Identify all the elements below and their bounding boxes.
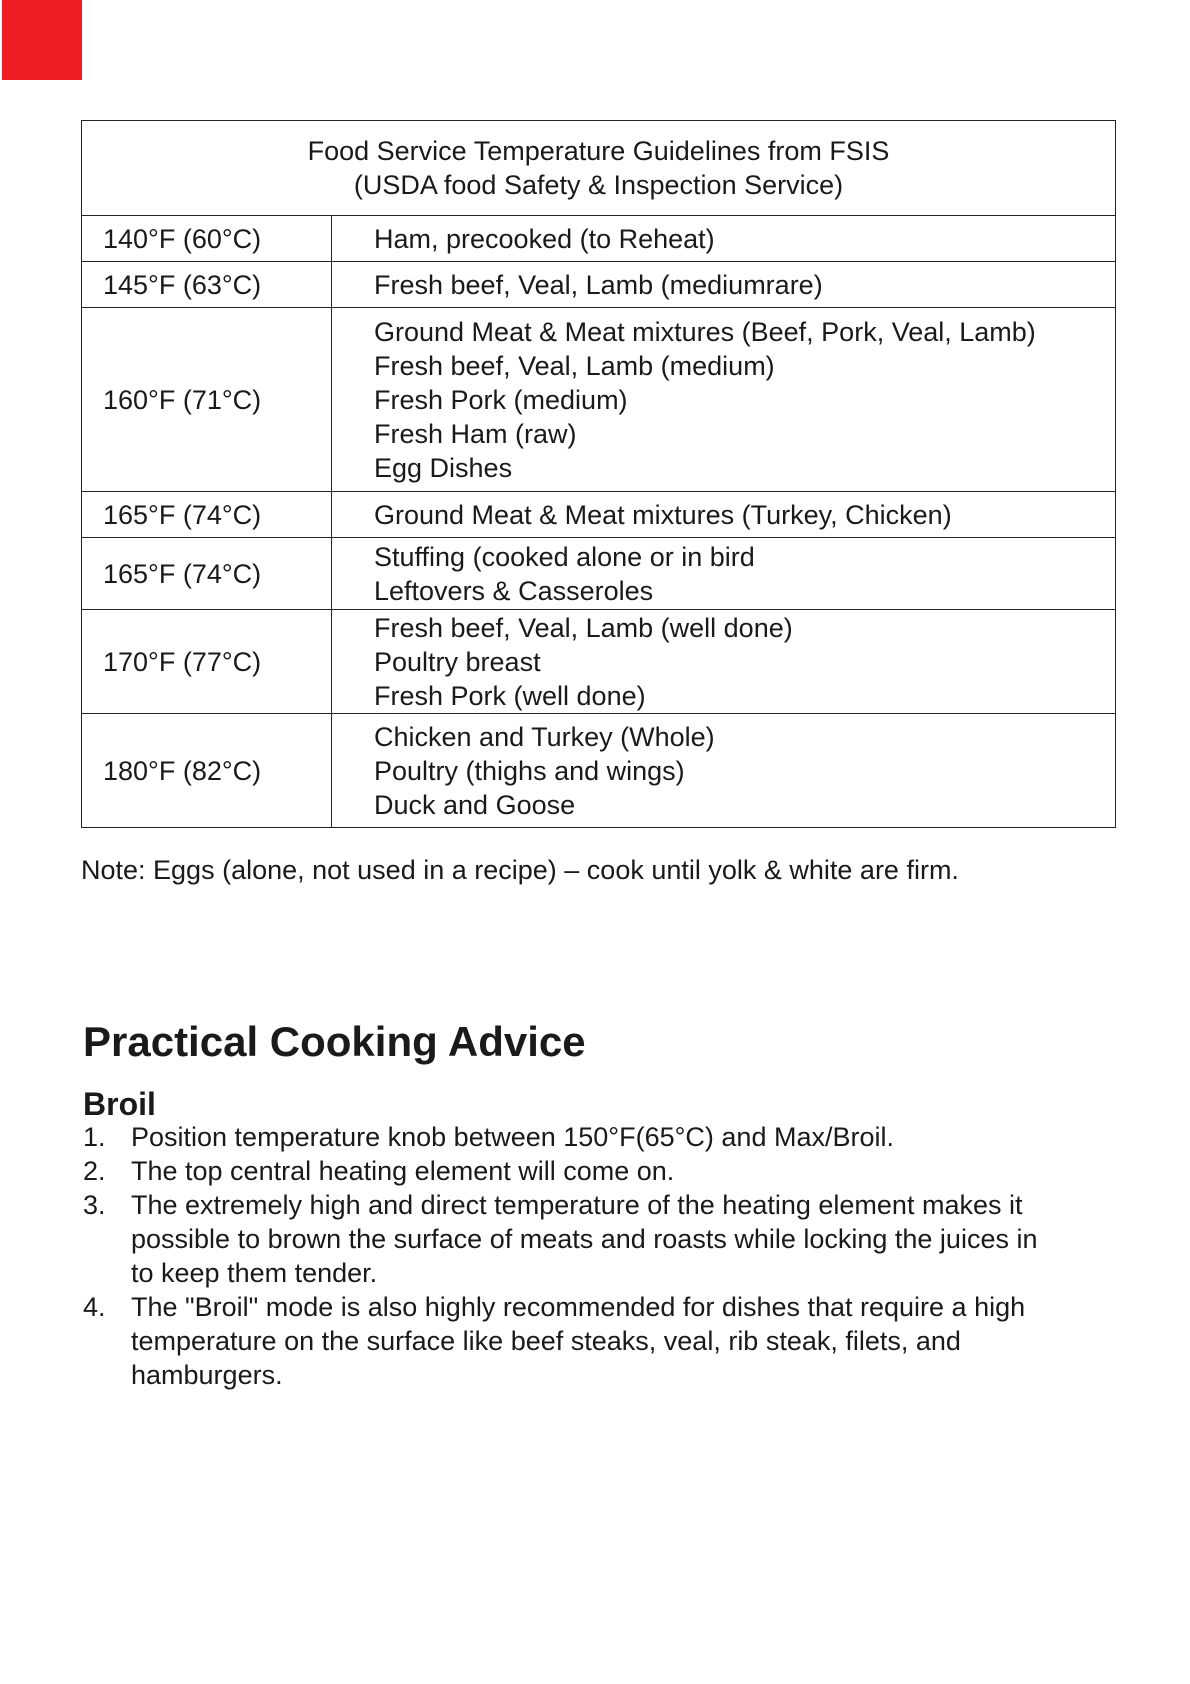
table-heading xyxy=(82,121,1116,216)
step-number: 1. xyxy=(83,1122,106,1152)
list-item xyxy=(83,1120,1123,1154)
table-heading-line: Food Service Temperature Guidelines from FSIS xyxy=(307,136,890,166)
food-item: Fresh Pork (well done) xyxy=(374,680,646,711)
step-line: The top central heating element will come on. xyxy=(131,1156,675,1186)
temperature-cell: 145°F (63°C) xyxy=(82,262,332,308)
step-line: to keep them tender. xyxy=(131,1258,378,1288)
temperature-cell: 165°F (74°C) xyxy=(82,492,332,538)
step-line: Position temperature knob between 150°F(65°C) and Max/Broil. xyxy=(131,1122,894,1152)
food-item: Chicken and Turkey (Whole) xyxy=(374,721,715,752)
list-item xyxy=(83,1188,1123,1290)
food-item: Ground Meat & Meat mixtures (Turkey, Chicken) xyxy=(374,499,952,530)
step-text xyxy=(131,1290,1123,1392)
temperature-cell: 165°F (74°C) xyxy=(82,538,332,610)
table-row xyxy=(82,308,1116,492)
list-item xyxy=(83,1290,1123,1392)
egg-note: Note: Eggs (alone, not used in a recipe) – cook until yolk & white are firm. xyxy=(81,855,959,885)
food-item: Poultry breast xyxy=(374,646,541,677)
table-heading-line: (USDA food Safety & Inspection Service) xyxy=(353,170,844,200)
broil-steps-list xyxy=(83,1120,1123,1392)
step-text xyxy=(131,1154,1123,1188)
table-header-row xyxy=(82,121,1116,216)
step-number: 4. xyxy=(83,1292,106,1322)
table-row xyxy=(82,492,1116,538)
temperature-cell: 140°F (60°C) xyxy=(82,216,332,262)
temperature-cell: 180°F (82°C) xyxy=(82,714,332,828)
step-line: temperature on the surface like beef steaks, veal, rib steak, filets, and xyxy=(131,1326,961,1356)
step-text xyxy=(131,1120,1123,1154)
section-title: Practical Cooking Advice xyxy=(83,1018,586,1065)
food-item: Poultry (thighs and wings) xyxy=(374,755,685,786)
broil-subtitle: Broil xyxy=(83,1086,156,1122)
foods-cell xyxy=(332,262,1116,308)
table-row xyxy=(82,610,1116,714)
food-item: Stuffing (cooked alone or in bird xyxy=(374,541,755,572)
food-item: Egg Dishes xyxy=(374,452,513,483)
temperature-guidelines-table xyxy=(81,120,1116,828)
foods-cell xyxy=(332,492,1116,538)
temperature-cell: 170°F (77°C) xyxy=(82,610,332,714)
temperature-cell: 160°F (71°C) xyxy=(82,308,332,492)
table-row xyxy=(82,714,1116,828)
table-row xyxy=(82,262,1116,308)
step-number: 3. xyxy=(83,1190,106,1220)
step-line: The "Broil" mode is also highly recommended for dishes that require a high xyxy=(131,1292,1026,1322)
table-row xyxy=(82,538,1116,610)
food-item: Ground Meat & Meat mixtures (Beef, Pork, Veal, Lamb) xyxy=(374,316,1036,347)
foods-cell xyxy=(332,216,1116,262)
food-item: Fresh Ham (raw) xyxy=(374,418,577,449)
step-line: possible to brown the surface of meats and roasts while locking the juices in xyxy=(131,1224,1038,1254)
foods-cell xyxy=(332,610,1116,714)
step-number: 2. xyxy=(83,1156,106,1186)
table-row xyxy=(82,216,1116,262)
foods-cell xyxy=(332,538,1116,610)
food-item: Fresh beef, Veal, Lamb (medium) xyxy=(374,350,775,381)
food-item: Fresh Pork (medium) xyxy=(374,384,628,415)
food-item: Fresh beef, Veal, Lamb (well done) xyxy=(374,612,793,643)
food-item: Ham, precooked (to Reheat) xyxy=(374,223,715,254)
step-line: hamburgers. xyxy=(131,1360,283,1390)
step-text xyxy=(131,1188,1123,1290)
food-item: Duck and Goose xyxy=(374,789,576,820)
food-item: Fresh beef, Veal, Lamb (mediumrare) xyxy=(374,269,823,300)
foods-cell xyxy=(332,308,1116,492)
foods-cell xyxy=(332,714,1116,828)
step-line: The extremely high and direct temperature of the heating element makes it xyxy=(131,1190,1023,1220)
food-item: Leftovers & Casseroles xyxy=(374,575,654,606)
list-item xyxy=(83,1154,1123,1188)
red-corner-tab xyxy=(2,0,82,80)
